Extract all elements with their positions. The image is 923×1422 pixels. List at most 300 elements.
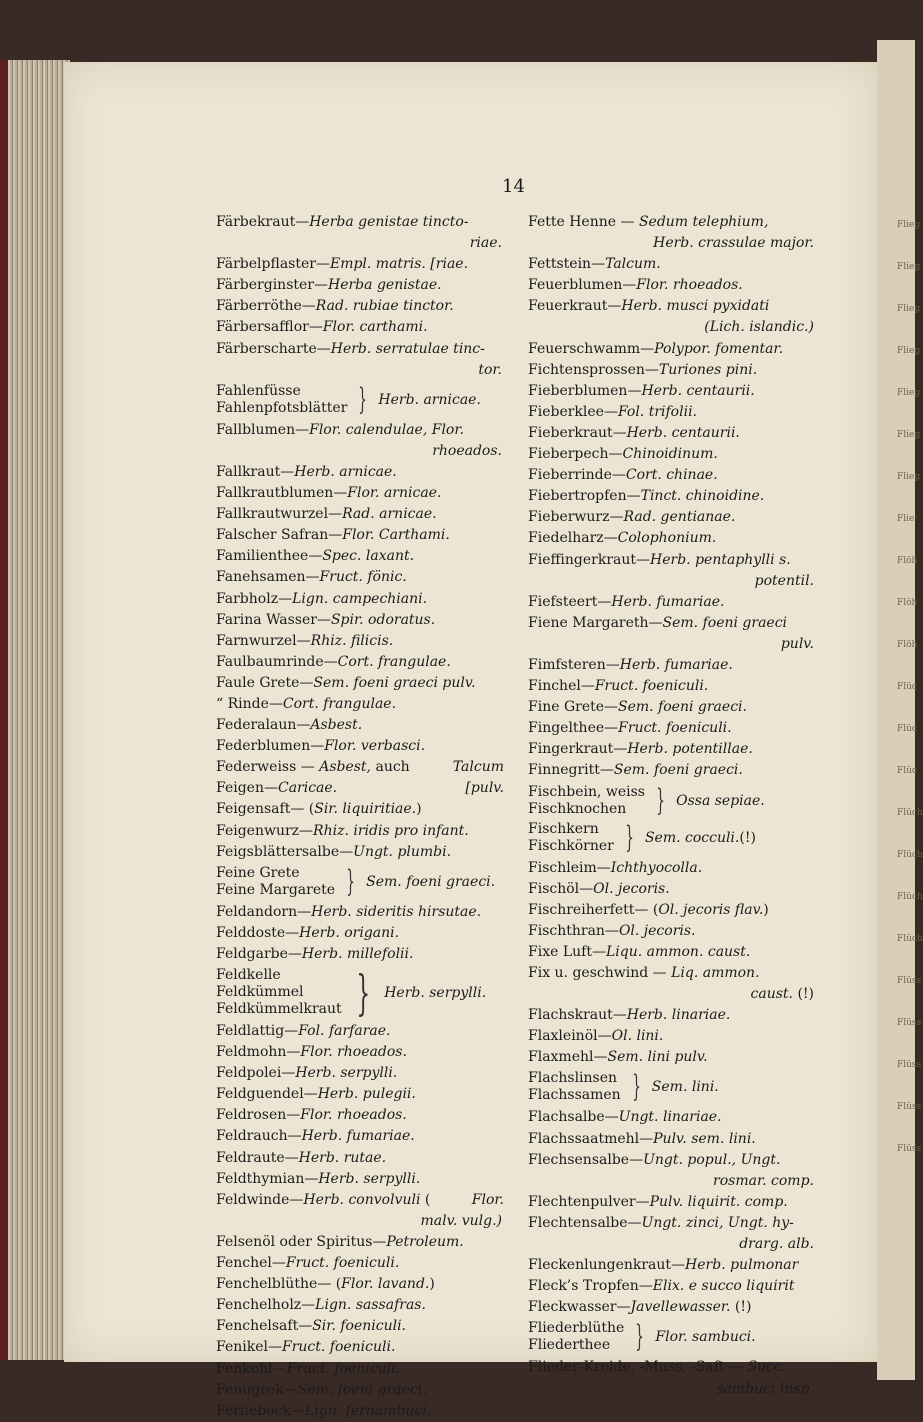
reference: Rad. gentianae.	[623, 509, 736, 526]
reference: Fruct. foeniculi.	[281, 1339, 396, 1356]
edge-word: Flieg	[897, 472, 921, 482]
headword: Feigensaft— (	[216, 801, 315, 818]
entry-line	[528, 1234, 816, 1255]
headword: Fenchel—	[216, 1255, 286, 1272]
entry-line	[216, 1084, 504, 1105]
headword: Farina Wasser—	[216, 611, 331, 628]
edge-word: Flieg	[897, 346, 921, 356]
headword: Feigenwurz—	[216, 822, 314, 839]
headword: Fallkrautwurzel—	[216, 506, 343, 523]
page-number: 14	[502, 176, 525, 197]
reference: Ungt. plumbi.	[353, 843, 452, 860]
reference: Flor. rhoeados.	[636, 277, 743, 294]
headword: Feldguendel—	[216, 1086, 318, 1103]
reference: Asbest,	[319, 759, 372, 776]
entry-line	[528, 465, 816, 486]
headword: Feldthymian—	[216, 1170, 319, 1187]
headword: Fieberpech—	[528, 446, 623, 463]
headword: Feldraute—	[216, 1149, 299, 1166]
reference: Rad. rubiae tinctor.	[315, 298, 454, 315]
reference: rosmar. comp.	[713, 1172, 814, 1189]
headword: Feuerblumen—	[528, 277, 637, 294]
headword: Fieberwurz—	[528, 509, 624, 526]
reference: Fol. trifolii.	[617, 403, 697, 420]
reference: Rhiz. filicis.	[310, 632, 394, 649]
headword: Fischknochen	[528, 800, 627, 817]
entry-group	[528, 1320, 816, 1354]
group-headwords	[528, 1320, 624, 1354]
headword: Felsenöl oder Spiritus—	[216, 1233, 387, 1250]
reference: Herba genistae.	[328, 277, 442, 294]
entry-line	[528, 697, 816, 718]
headword: Fischbein, weiss	[528, 783, 645, 800]
entry-line	[528, 1107, 816, 1128]
headword: Fingerkraut—	[528, 741, 628, 758]
headword: Flechtensalbe—	[528, 1214, 642, 1231]
entry-line	[528, 858, 816, 879]
entry-line	[216, 504, 504, 525]
headword: Feldmohn—	[216, 1044, 301, 1061]
headword: Feldkümmel	[216, 984, 304, 1000]
headword: Feldgarbe—	[216, 945, 302, 962]
entry-line	[216, 1042, 504, 1063]
reference: Sem. foeni graeci.	[618, 699, 747, 716]
entry-line	[216, 1359, 504, 1380]
reference: Herb. pulmonar	[685, 1257, 799, 1274]
reference: Fol. farfarae.	[298, 1023, 391, 1039]
entry-line	[528, 486, 816, 507]
reference: Ungt. linariae.	[618, 1109, 722, 1126]
headword: Finnegritt—	[528, 762, 614, 779]
headword: Färbelpflaster—	[216, 256, 330, 273]
entry-line	[216, 462, 504, 483]
entry-line	[216, 1190, 504, 1211]
entry-line	[528, 1276, 816, 1297]
reference: tor.	[478, 361, 502, 378]
edge-word: Flüch	[897, 892, 923, 902]
headword: Fischthran—	[528, 922, 619, 939]
reference: Fruct. foeniculi.	[594, 678, 709, 695]
edge-word: Flieg	[897, 304, 921, 314]
headword: Fiebertropfen—	[528, 488, 641, 505]
entry-line	[528, 1357, 816, 1378]
headword: Fischleim—	[528, 859, 611, 876]
reference: Sem. cocculi.	[644, 829, 740, 846]
edge-word: Flieg	[897, 430, 921, 440]
reference: Herb. serpylli.	[384, 984, 487, 1001]
reference: Sir. foeniculi.	[312, 1318, 406, 1335]
reference: Herb. millefolii.	[301, 945, 414, 962]
entry-line	[216, 1169, 504, 1190]
entry-line	[216, 821, 504, 842]
entry-line	[216, 1337, 504, 1358]
headword: Fanehsamen—	[216, 569, 320, 586]
reference: Herb. fumariae.	[611, 593, 725, 610]
entry-line	[216, 944, 504, 965]
reference: Herb. crassulae major.	[653, 235, 814, 252]
headword: Fieffingerkraut—	[528, 551, 651, 568]
entry-line	[528, 507, 816, 528]
entry-line	[216, 1380, 504, 1401]
headword: “ Rinde—	[216, 695, 283, 712]
reference: Herb. centaurii.	[641, 382, 755, 399]
headword: Fix u. geschwind —	[528, 965, 672, 981]
connector: (!)	[793, 986, 814, 1003]
headword: Fallblumen—	[216, 421, 310, 438]
reference: Sem. lini.	[651, 1079, 719, 1096]
headword: Feigsblättersalbe—	[216, 843, 354, 860]
reference: Herb. sideritis hirsutae.	[311, 903, 482, 920]
headword: Feldkelle	[216, 967, 281, 983]
headword: Feldrosen—	[216, 1107, 301, 1124]
edge-word: Flöh	[897, 640, 918, 650]
reference: Ol. jecoris flav.	[658, 901, 764, 918]
headword: Fallkrautblumen—	[216, 485, 348, 502]
reference: Herb. pulegii.	[317, 1086, 416, 1103]
reference: potentil.	[754, 572, 814, 589]
headword: Flaxleinöl—	[528, 1028, 612, 1045]
headword: Feldkümmelkraut	[216, 1001, 342, 1017]
headword: Farnwurzel—	[216, 632, 311, 649]
brace-icon: }	[625, 819, 634, 855]
headword: Fettstein—	[528, 256, 606, 273]
entry-line	[528, 963, 816, 984]
entry-line	[528, 984, 816, 1005]
reference: (Lich. islandic.)	[704, 319, 814, 336]
entry-line	[216, 1316, 504, 1337]
brace-icon: }	[346, 863, 355, 899]
headword: Fenchelsaft—	[216, 1318, 313, 1335]
entry-group	[528, 821, 816, 855]
reference: Ungt. popul., Ungt.	[643, 1151, 781, 1168]
headword: Federalaun—	[216, 717, 311, 734]
group-headwords	[528, 1070, 621, 1104]
headword: Flechsensalbe—	[528, 1151, 644, 1168]
reference: Flor. verbasci.	[324, 738, 426, 755]
entry-line	[216, 1148, 504, 1169]
entry-group	[216, 964, 504, 1021]
headword: Fine Grete—	[528, 699, 619, 716]
entry-line	[216, 317, 504, 338]
reference: Flor. sambuci.	[655, 1329, 756, 1346]
headword: Fixe Luft—	[528, 943, 606, 960]
reference: Sem. lini pulv.	[607, 1049, 708, 1066]
headword: Fimfsteren—	[528, 656, 620, 673]
entry-line	[528, 1171, 816, 1192]
entry-line	[216, 483, 504, 504]
reference: Cort. frangulae.	[282, 695, 397, 712]
reference: Pulv. sem. lini.	[653, 1130, 756, 1147]
entry-line	[528, 676, 816, 697]
headword: Fette Henne —	[528, 214, 639, 230]
entry-line	[528, 275, 816, 296]
headword: Fieberklee—	[528, 403, 618, 420]
entry-line	[528, 1192, 816, 1213]
entry-line	[528, 1047, 816, 1068]
reference: Flor. rhoeados.	[300, 1107, 407, 1124]
headword: Fingelthee—	[528, 720, 619, 737]
reference: Herb. serpylli.	[318, 1170, 421, 1187]
entry-line	[216, 652, 504, 673]
entry-line	[216, 610, 504, 631]
entry-line	[216, 233, 504, 254]
entry-line	[528, 423, 816, 444]
entry-line	[216, 296, 504, 317]
group-headwords	[216, 383, 347, 417]
edge-word: Flüc	[897, 682, 917, 692]
edge-word: Flüss	[897, 1018, 922, 1028]
entry-group	[528, 1070, 816, 1104]
reference: Fruct. fönic.	[319, 569, 407, 586]
reference: Flor. Carthami.	[342, 527, 450, 544]
headword: Falscher Safran—	[216, 527, 343, 544]
edge-word: Flüss	[897, 1102, 922, 1112]
reference: Javellewasser.	[630, 1299, 731, 1316]
headword: Fleck’s Tropfen—	[528, 1278, 653, 1295]
entry-line	[528, 1150, 816, 1171]
connector: )	[416, 801, 422, 818]
brace-icon: }	[356, 964, 370, 1021]
brace-icon: }	[358, 381, 368, 417]
headword: Farbholz—	[216, 590, 293, 607]
entry-line	[216, 673, 504, 694]
reference: Sem. foeni graeci.	[366, 873, 496, 890]
headword: Fischkörner	[528, 837, 614, 854]
reference: Flor. rhoeados.	[300, 1044, 407, 1061]
brace-icon: }	[635, 1319, 645, 1355]
edge-word: Flüss	[897, 976, 922, 986]
entry-line	[216, 1021, 504, 1042]
entry-line	[528, 528, 816, 549]
reference: Lign. sassafras.	[315, 1297, 426, 1314]
reference: Caricae.	[277, 780, 338, 797]
headword: Fliederblüthe	[528, 1320, 625, 1337]
entry-group	[216, 865, 504, 899]
reference: Herb. pentaphylli s.	[650, 551, 791, 568]
edge-word: Flüc	[897, 766, 917, 776]
entry-group	[216, 383, 504, 417]
brace-icon: }	[631, 1069, 641, 1105]
entry-line	[216, 212, 504, 233]
reference: Herb. musci pyxidati	[621, 298, 770, 315]
headword: Flachsalbe—	[528, 1109, 619, 1126]
reference: Herb. centaurii.	[626, 424, 740, 441]
entry-line	[216, 757, 504, 778]
headword: Flaxmehl—	[528, 1049, 608, 1066]
entry-line	[528, 942, 816, 963]
headword: Flachssaatmehl—	[528, 1130, 654, 1147]
reference: Spir. odoratus.	[330, 611, 436, 628]
entry-group	[528, 784, 816, 818]
connector: auch	[371, 759, 410, 776]
reference: Herb. fumariae.	[301, 1128, 415, 1145]
entry-line	[528, 233, 816, 254]
headword: Fleckwasser—	[528, 1299, 631, 1316]
headword: Feine Margarete	[216, 881, 336, 898]
reference: Ol. lini.	[611, 1028, 664, 1045]
entry-line	[528, 592, 816, 613]
headword: Flachslinsen	[528, 1070, 618, 1087]
reference: Ungt. zinci, Ungt. hy-	[641, 1214, 794, 1231]
reference: Chinoidinum.	[622, 446, 718, 463]
entry-line	[528, 1026, 816, 1047]
headword: Färbekraut—	[216, 214, 310, 230]
reference: Fruct. foeniculi.	[285, 1255, 400, 1272]
reference: Flor. lavand.	[341, 1276, 430, 1293]
headword: Felddoste—	[216, 924, 300, 941]
reference: Turiones pini.	[658, 361, 758, 378]
headword: Fichtensprossen—	[528, 361, 659, 378]
entry-line	[528, 571, 816, 592]
edge-word: Flüch	[897, 808, 923, 818]
reference: drarg. alb.	[739, 1236, 814, 1253]
reference: Empl. matris. [riae.	[329, 256, 469, 273]
reference-note: (!)	[739, 829, 756, 846]
headword: Faule Grete—	[216, 674, 314, 691]
group-headwords	[216, 967, 342, 1018]
reference: sambuci insp.	[716, 1380, 814, 1397]
group-headwords	[216, 865, 335, 899]
entry-line	[216, 1105, 504, 1126]
headword: Federweiss —	[216, 759, 320, 776]
headword: Feuerschwamm—	[528, 340, 655, 357]
entry-line	[528, 613, 816, 634]
entry-line	[216, 1253, 504, 1274]
entry-line	[528, 254, 816, 275]
headword: Faulbaumrinde—	[216, 653, 338, 670]
entry-line	[528, 921, 816, 942]
reference: Herb. arnicae.	[378, 391, 481, 408]
entry-line	[216, 1295, 504, 1316]
reference-continued: Flor.	[471, 1191, 504, 1208]
entry-line	[216, 589, 504, 610]
reference: Polypor. fomentar.	[654, 340, 784, 357]
headword: Finchel—	[528, 678, 595, 695]
reference: Flor. calendulae, Flor.	[309, 421, 464, 438]
headword: Fischkern	[528, 820, 599, 837]
headword: Fernebock—	[216, 1402, 305, 1419]
entry-line	[528, 655, 816, 676]
headword: Fieberblumen—	[528, 382, 642, 399]
group-headwords	[528, 821, 614, 855]
headword: Federblumen—	[216, 738, 325, 755]
reference: Herb. rutae.	[298, 1149, 387, 1166]
left-column	[216, 212, 504, 1422]
headword: Fiefsteert—	[528, 593, 612, 610]
headword: Fieberrinde—	[528, 467, 626, 484]
headword: Färbersafflor—	[216, 319, 323, 336]
reference: Succ.	[747, 1359, 787, 1376]
entry-line	[528, 760, 816, 781]
reference: Lign. fernambuci.	[304, 1402, 432, 1419]
headword: Fenugrek—	[216, 1381, 298, 1398]
reference: Colophonium.	[617, 530, 717, 547]
headword: Flachskraut—	[528, 1007, 627, 1024]
reference: Herba genistae tincto-	[309, 214, 469, 230]
reference: Herb. fumariae.	[619, 656, 733, 673]
reference: Herb. potentillae.	[627, 741, 753, 758]
reference: pulv.	[780, 635, 814, 652]
headword: Fiedelharz—	[528, 530, 618, 547]
headword: Fenikel—	[216, 1339, 282, 1356]
reference: Sem. foeni graeci.	[297, 1381, 427, 1398]
headword: Fischöl—	[528, 880, 594, 897]
next-page-strip	[877, 40, 923, 1380]
reference: Herb. serratulae tinc-	[330, 340, 485, 357]
headword: Fenchelholz—	[216, 1297, 316, 1314]
reference: Fruct. foeniculi.	[618, 720, 732, 737]
headword: Flachssamen	[528, 1087, 621, 1104]
reference: riae.	[469, 235, 502, 252]
reference: Cort. chinae.	[625, 467, 718, 484]
reference: Ossa sepiae.	[676, 792, 765, 809]
entry-line	[216, 360, 504, 381]
headword: Feine Grete	[216, 864, 300, 881]
reference: Herb. arnicae.	[294, 463, 397, 480]
entry-line	[528, 1213, 816, 1234]
reference: Sir. liquiritiae.	[314, 801, 417, 818]
reference: Spec. laxant.	[322, 548, 415, 565]
entry-line	[528, 1255, 816, 1276]
edge-word: Flüch	[897, 934, 923, 944]
reference-continued: Talcum	[452, 759, 504, 776]
entry-line	[216, 525, 504, 546]
headword: Familienthee—	[216, 548, 323, 565]
reference: Fruct. foeniculi.	[286, 1360, 401, 1377]
entry-line	[528, 317, 816, 338]
edge-word: Flie	[897, 514, 915, 524]
entry-line	[216, 339, 504, 360]
reference: Lign. campechiani.	[292, 590, 428, 607]
connector: (	[420, 1191, 431, 1208]
headword: Fiene Margareth—	[528, 614, 663, 631]
entry-line	[528, 550, 816, 571]
headword: Fenchelblüthe— (	[216, 1276, 342, 1293]
headword: Flieder-Kreide, -Muss, -Saft —	[528, 1359, 748, 1376]
entry-line	[216, 546, 504, 567]
headword: Flechtenpulver—	[528, 1193, 650, 1210]
entry-line	[528, 718, 816, 739]
reference: Pulv. liquirit. comp.	[649, 1193, 788, 1210]
edge-word: Flüss	[897, 1060, 922, 1070]
reference: Ichthyocolla.	[610, 859, 703, 876]
headword: Fleckenlungenkraut—	[528, 1257, 686, 1274]
entry-line	[216, 1401, 504, 1422]
entry-line	[528, 739, 816, 760]
headword: Färberröthe—	[216, 298, 316, 315]
headword: Fenkohl—	[216, 1360, 287, 1377]
headword: Feldpolei—	[216, 1065, 296, 1082]
headword: Feldlattig—	[216, 1023, 299, 1039]
headword: Fischreiherfett— (	[528, 901, 659, 918]
reference: malv. vulg.)	[420, 1212, 502, 1229]
connector: (!)	[730, 1299, 752, 1316]
headword: Fliederthee	[528, 1337, 611, 1354]
entry-line	[216, 275, 504, 296]
edge-word: Flüch	[897, 850, 923, 860]
entry-line	[216, 902, 504, 923]
entry-line	[216, 842, 504, 863]
entry-line	[528, 1379, 816, 1400]
entry-line	[528, 1005, 816, 1026]
entry-line	[216, 254, 504, 275]
headword: Feldrauch—	[216, 1128, 302, 1145]
reference: Herb. serpylli.	[295, 1065, 398, 1082]
reference: Rad. arnicae.	[342, 506, 437, 523]
entry-line	[216, 420, 504, 441]
entry-line	[216, 567, 504, 588]
headword: Feldwinde—	[216, 1191, 304, 1208]
